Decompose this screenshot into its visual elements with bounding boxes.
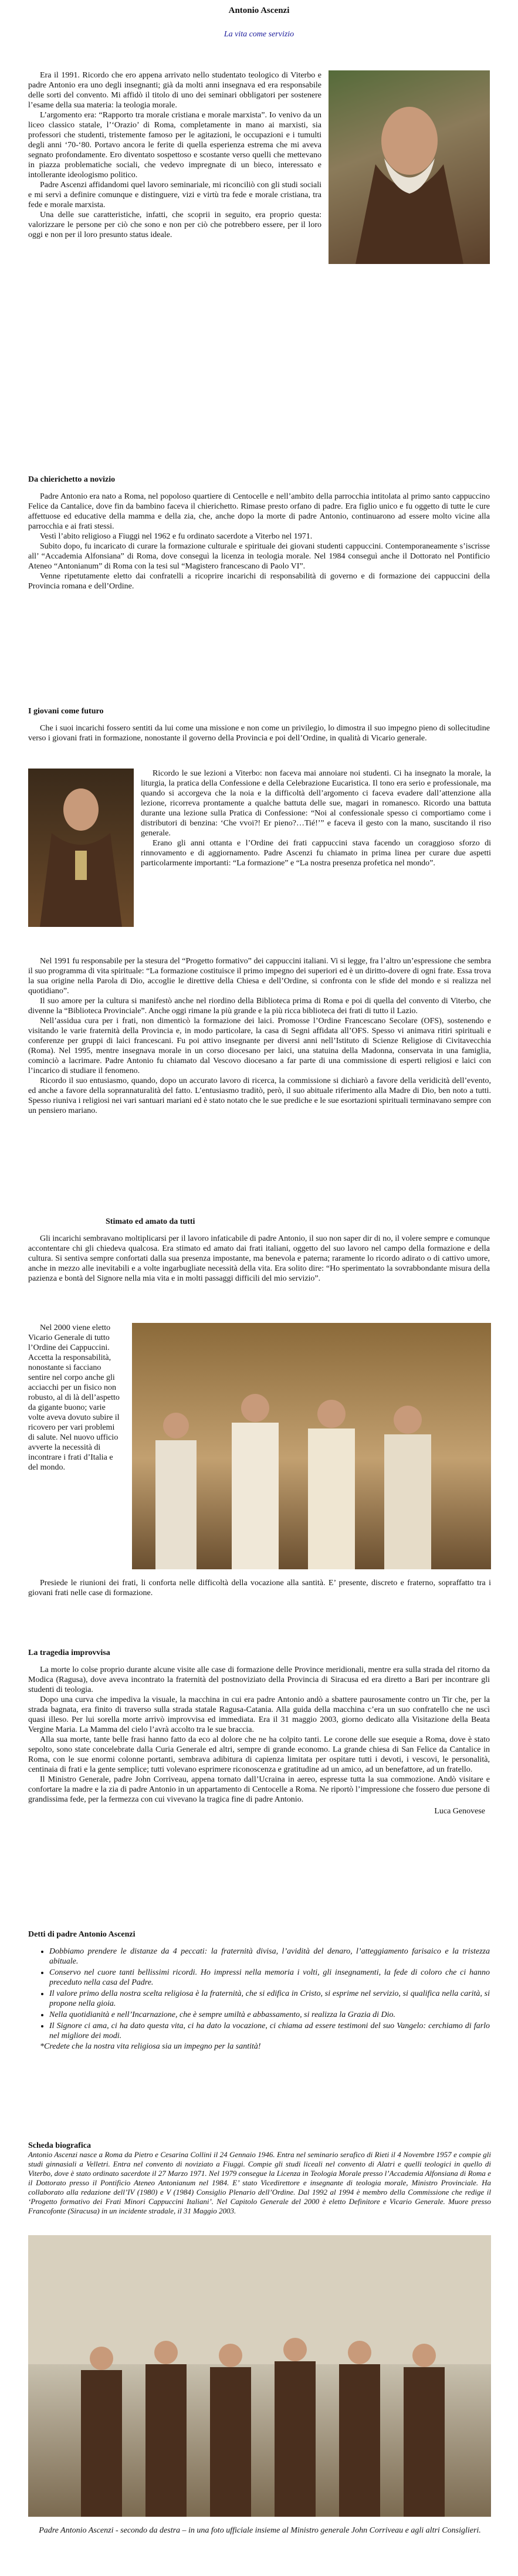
section-chierichetto: [0, 458, 518, 591]
paragraph: Padre Antonio era nato a Roma, nel popoloso quartiere di Centocelle e nell’ambito della parrocchia intitolata al primo santo cappuccino Felice da Cantalice, dove fin da bambino faceva il chierichetto. Rimase presto orfano di padre. Era figlio unico e fu oggetto di tutte le cure affettuose ed educative della mamma e della zia, che, anche dopo la morte di padre Antonio, continuarono ad essere molto vicine alla parrocchia e ai frati stessi.: [28, 492, 490, 531]
section-giovani: [0, 689, 518, 743]
paragraph: Gli incarichi sembravano moltiplicarsi per il lavoro infaticabile di padre Antonio, il suo non saper dir di no, il volere sempre e comunque accontentare chi gli chiedeva qualcosa. Era stimato ed amato dai frati italiani, oggetto del suo lavoro nel campo della formazione e della cultura. Si sentiva sempre confortati dalla sua presenza impostante, ma benevola e paterna; raramente lo ricordo adirato o di cattivo umore, anche in mezzo alle inevitabili e a volte ingarbugliate necessità della vita. Era solito dire: “Ho sperimentato la sovrabbondante misura della pazienza e bontà del Signore nella mia vita e in molti passaggi difficili del mio servizio”.: [28, 1234, 490, 1283]
stimato-side-text: [28, 1323, 122, 1473]
sayings-list: [40, 1947, 490, 2041]
stimato-text: [28, 1578, 491, 1598]
paragraph: Il suo amore per la cultura si manifestò anche nel riordino della Biblioteca prima di Roma e poi di quella del convento di Viterbo, che divenne la “Biblioteca Provinciale”. Anche oggi rimane la più grande e la più ricca biblioteca dei frati di tutto il Lazio.: [28, 997, 491, 1015]
giovani-text: [28, 956, 491, 1116]
section-heading: Scheda biografica: [28, 2141, 91, 2150]
section-heading: Da chierichetto a novizio: [28, 475, 116, 484]
intro-paragraph: L’argomento era: “Rapporto tra morale cristiana e morale marxista”. Io venivo da un liceo classico statale, l’‘Orazio’ di Roma, completamente in mano ai marxisti, sia professori che studenti, tristemente famoso per le agitazioni, le occupazioni e i tumulti degli anni ‘70-‘80. Portavo ancora le ferite di quella esperienza estrema che mi aveva segnato profondamente. Ero diventato sospettoso e scostante verso quelli che mettevano in piazza problematiche sociali, che vedevo impregnate di un bieco, interessato e intollerante ideologismo politico.: [28, 111, 321, 180]
biography-text: Antonio Ascenzi nasce a Roma da Pietro e Cesarina Collini il 24 Gennaio 1946. Entra nel seminario serafico di Rieti il 4 Novembre 1957 e compie gli studi ginnasiali a Velletri. Entra nel convento di noviziato a Fiuggi. Compie gli studi liceali nel convento di Alatri e quelli teologici in quello di Viterbo, dove è stato ordinato sacerdote il 27 Marzo 1971. Nel 1979 consegue la Licenza in Teologia Morale presso l’Accademia Alfonsiana di Roma e il Dottorato presso il Pontificio Ateneo Antonianum nel 1984. E’ stato Vicedirettore e insegnante di teologia morale, Ministro Provinciale. Ha collaborato alla redazione dell’IV (1980) e V (1984) Consiglio Plenario dell’Ordine. Dal 1992 al 1994 è membro della Commissione che redige il ‘Progetto formativo dei Frati Minori Cappuccini Italiani’. Nel Capitolo Generale del 2000 è eletto Definitore e Vicario Generale. Muore presso Francofonte (Siracusa) in un incidente stradale, il 31 Maggio 2003.: [28, 2150, 491, 2215]
paragraph: Che i suoi incarichi fossero sentiti da lui come una missione e non come un privilegio, lo dimostra il suo impegno pieno di sollecitudine verso i giovani frati in formazione, nonostante il governo della Provincia e poi dell’Ordine, in qualità di Vicario generale.: [28, 724, 490, 743]
paragraph: Presiede le riunioni dei frati, li conforta nelle difficoltà della vocazione alla santità. E’ presente, discreto e fraterno, sopraffatto tra i giovani frati nelle case di formazione.: [28, 1579, 491, 1597]
sayings-footnote: *Credete che la nostra vita religiosa sia un impegno per la santità!: [40, 2042, 261, 2051]
section-heading: I giovani come futuro: [28, 707, 104, 716]
giovani-side-text: [141, 769, 491, 868]
list-item: • Il Signore ci ama, ci ha dato questa vita, ci ha dato la vocazione, ci chiama ad essere testimoni del suo Vangelo: cerchiamo di farlo nel migliore dei modi.: [49, 2021, 490, 2041]
ceremony-photo: [132, 1323, 491, 1569]
paragraph: Dopo una curva che impediva la visuale, la macchina in cui era padre Antonio andò a sbattere paurosamente contro un Tir che, per la strada bagnata, era finito di traverso sulla strada statale Ragusa-Catania. Alla guida della macchina c’era un suo confratello che ne uscì quasi illeso. Per lui sorella morte arrivò improvvisa ed immediata. Era il 31 maggio 2003, giorno dedicato alla Visitazione della Beata Vergine Maria. La Mamma del cielo l’avrà accolto tra le sue braccia.: [28, 1695, 490, 1734]
section-tragedia: [0, 1631, 518, 1816]
friar-speaking-image: [28, 769, 134, 927]
section-stimato: [0, 1200, 518, 1284]
paragraph: Nel 1991 fu responsabile per la stesura del “Progetto formativo” dei cappuccini italiani. Vi si legge, fra l’altro un’espressione che sembra il suo programma di vita spirituale: “La formazione costituisce il primo impegno dei superiori ed è un diritto-dovere di ogni frate. Essa trova la sua origine nella Parola di Dio, accoglie le direttive della Chiesa e dell’Ordine, si confronta con le sfide del mondo e si realizza nel quotidiano”.: [28, 957, 491, 996]
paragraph: Subito dopo, fu incaricato di curare la formazione culturale e spirituale dei giovani studenti cappuccini. Contemporaneamente s’iscrisse all’ “Accademia Alfonsiana” di Roma, dove conseguì la licenza in teologia morale. Nel 1984 conseguì anche il Dottorato nel Pontificio Ateneo “Antonianum” di Roma con la tesi sul “Magistero francescano di Paolo VI”.: [28, 542, 490, 571]
intro-paragraph: Era il 1991. Ricordo che ero appena arrivato nello studentato teologico di Viterbo e padre Antonio era uno degli insegnanti; già da molti anni insegnava ed era responsabile delle sorti del convento. Mi affidò il titolo di uno dei seminari obbligatori per sostenere l’esame della sua materia: la teologia morale.: [28, 71, 321, 110]
page-subtitle: La vita come servizio: [224, 30, 294, 39]
list-item: • Il valore primo della nostra scelta religiosa è la fraternità, che si edifica in Cristo, si esprime nel servizio, si qualifica nella carità, si propone nella gioia.: [49, 1989, 490, 2009]
group-image: [28, 2235, 491, 2517]
intro-paragraph: Una delle sue caratteristiche, infatti, che scoprii in seguito, era proprio questa: valorizzare le persone per ciò che sono e non per ciò che potrebbero essere, per il loro oggi e non per il loro presunto status ideale.: [28, 211, 321, 239]
ceremony-image: [132, 1323, 491, 1569]
paragraph: Vestì l’abito religioso a Fiuggi nel 1962 e fu ordinato sacerdote a Viterbo nel 1971.: [40, 532, 313, 541]
intro-paragraph: Padre Ascenzi affidandomi quel lavoro seminariale, mi riconciliò con gli studi sociali e mi servì a definire comunque e distinguere, vizi e virtù tra fede e morale cristiana, tra fede e morale marxista.: [28, 181, 321, 209]
paragraph: La morte lo colse proprio durante alcune visite alle case di formazione delle Province meridionali, mentre era sulla strada del ritorno da Modica (Ragusa), dove aveva incontrato la fraternità del postnoviziato della Provincia di Siracusa ed era diretto a Bari per incontrare gli studenti di teologia.: [28, 1666, 490, 1694]
paragraph: Alla sua morte, tante belle frasi hanno fatto da eco al dolore che ne ha colpito tanti. Le corone delle sue esequie a Roma, dove è stato sepolto, sono state concelebrate dalla Curia Generale ed altri, sempre di grande economo. La grande chiesa di San Felice da Cantalice in Roma, con le sue enormi colonne portanti, sembrava adibitura di capienza limitata per ospitare tutti i devoti, i vescovi, le personalità, centinaia di frati e la gente semplice; tutti volevano esprimere riconoscenza e gratitudine ad un amico, ad un benefattore, ad un fratello.: [28, 1735, 490, 1774]
list-item: • Conservo nel cuore tanti bellissimi ricordi. Ho impressi nella memoria i volti, gli insegnamenti, la fede di coloro che ci hanno preceduto nella casa del Padre.: [49, 1968, 490, 1988]
paragraph: Venne ripetutamente eletto dai confratelli a ricoprire incarichi di responsabilità di governo e di formazione dei cappuccini della Provincia romana e dell’Ordine.: [28, 572, 490, 591]
paragraph: Il Ministro Generale, padre John Corriveau, appena tornato dall’Ucraina in aereo, espresse tutta la sua commozione. Andò visitare e confortare la madre e la zia di padre Antonio in un appartamento di Centocelle a Roma. Ne riportò l’impressione che fossero due persone di grandissima fede, per la fermezza con cui vivevano la tragica fine di padre Antonio.: [28, 1775, 490, 1804]
friar-portrait-image: [329, 70, 490, 264]
paragraph: Nel 2000 viene eletto Vicario Generale di tutto l’Ordine dei Cappuccini. Accetta la responsabilità, nonostante si facciano sentire nel corpo anche gli acciacchi per un fisico non robusto, al di là dell’aspetto da gigante buono; varie volte aveva dovuto subire il ricovero per vari problemi di salute. Nel nuovo ufficio avverte la necessità di incontrare i frati d’Italia e del mondo.: [28, 1323, 120, 1472]
author-signature: Luca Genovese: [434, 1807, 485, 1816]
list-item: • Dobbiamo prendere le distanze da 4 peccati: la fraternità divisa, l’avidità del denaro, l’atteggiamento farisaico e la tristezza abituale.: [49, 1947, 490, 1966]
paragraph: Ricordo le sue lezioni a Viterbo: non faceva mai annoiare noi studenti. Ci ha insegnato la morale, la liturgia, la pratica della Confessione e della Celebrazione Eucaristica. Il tono era serio e professionale, ma quando si accorgeva che la noia e la difficoltà dell’argomento ci faceva evadere dall’attenzione alla lezione, ricorreva prontamente a qualche battuta delle sue, magari in romanesco. Ricordo una battuta durante una lezione sulla Pratica di Confessione: “Noi al confessionale spesso ci comportiamo come i distributori di benzina: ‘Che vvoi?! Er pieno?…Tié!’” e faceva il gesto con la mano, suscitando il riso generale.: [141, 769, 491, 838]
group-photo: [28, 2235, 491, 2517]
paragraph: Erano gli anni ottanta e l’Ordine dei frati cappuccini stava facendo un coraggioso sforzo di rinnovamento e di aggiornamento. Padre Ascenzi fu chiamato in prima linea per curare due aspetti particolarmente importanti: “La formazione” e “La nostra presenza profetica nel mondo”.: [141, 839, 491, 868]
paragraph: Ricordo il suo entusiasmo, quando, dopo un accurato lavoro di ricerca, la commissione si dichiarò a favore della veridicità dell’evento, ed anche a favore della soprannaturalità del fatto. L’entusiasmo traditò, però, il suo abituale riferimento alla Madre di Dio, ben noto a tutti. Spesso riuniva i religiosi nei vari santuari mariani ed è stato notato che le sue prediche e le sue esortazioni spirituali terminavano sempre con un pensiero mariano.: [28, 1077, 491, 1115]
section-heading: Stimato ed amato da tutti: [106, 1217, 195, 1226]
section-heading: La tragedia improvvisa: [28, 1648, 110, 1657]
paragraph: Nell’assidua cura per i frati, non dimenticò la formazione dei laici. Promosse l’Ordine Francescano Secolare (OFS), sostenendo e visitando le varie fraternità della Provincia e, in modo particolare, la casa di Segni affidata all’OFS. Spesso vi animava ritiri spirituali e conferenze per gruppi di laici francescani. Fu poi attivo insegnante per diversi anni nell’Istituto di Scienze Religiose di Civitavecchia (Roma). Nel 1995, mentre insegnava morale in un corso diocesano per laici, una statuina della Madonna, conservata in una famiglia, cominciò a lacrimare. Padre Antonio fu chiamato dal Vescovo diocesano a far parte di una commissione di esperti religiosi e laici con l’incarico di studiare il fenomeno.: [28, 1017, 491, 1075]
section-detti: [0, 1912, 518, 2052]
list-item: • Nella quotidianità e nell’Incarnazione, che è sempre umiltà e abbassamento, si realizza la Grazia di Dio.: [49, 2010, 490, 2020]
section-heading: Detti di padre Antonio Ascenzi: [28, 1930, 136, 1939]
intro-text: [28, 70, 321, 240]
friar-speaking-photo: [28, 769, 134, 927]
photo-caption: Padre Antonio Ascenzi - secondo da destra – in una foto ufficiale insieme al Ministro generale John Corriveau e agli altri Consiglieri.: [39, 2526, 481, 2535]
page-title: Antonio Ascenzi: [228, 6, 290, 15]
portrait-photo: [329, 70, 490, 264]
